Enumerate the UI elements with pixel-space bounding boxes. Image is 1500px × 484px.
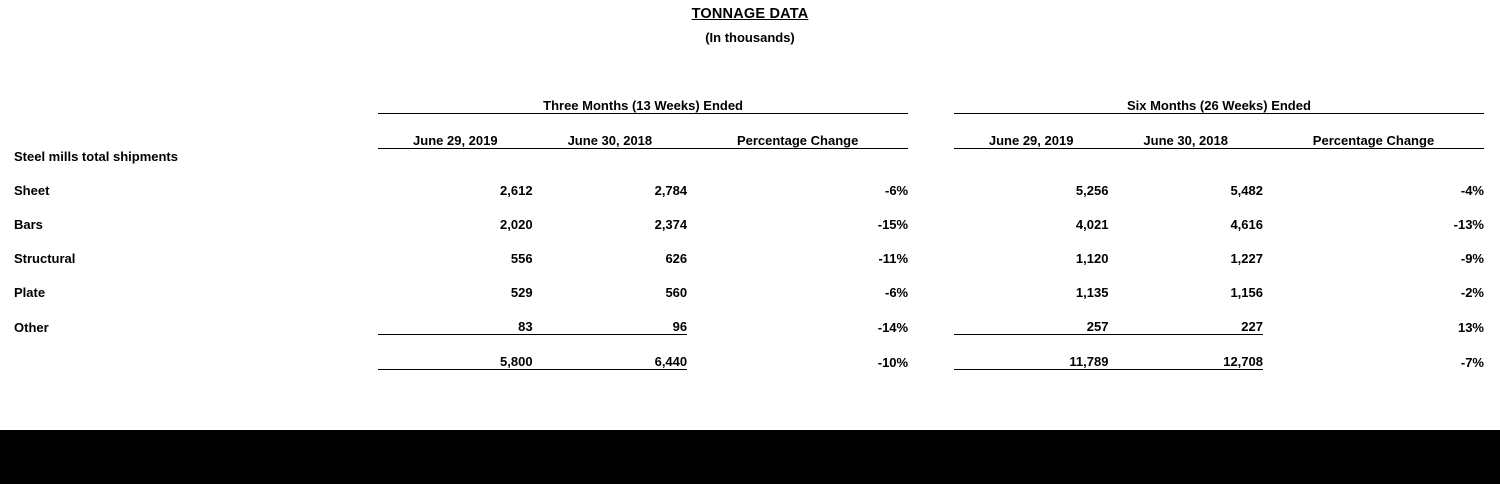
cell-sheet-h-2019: 5,256 <box>1075 183 1109 198</box>
cell-bars-q-change: -15% <box>877 217 909 232</box>
cell-total-h-2019: 11,789 <box>954 335 1109 370</box>
cell-other-h-2019: 257 <box>954 300 1109 335</box>
table-row <box>14 164 1484 198</box>
section-label: Steel mills total shipments <box>14 149 178 164</box>
column-header-row <box>14 114 1484 149</box>
cell-total-q-2019: 5,800 <box>378 335 533 370</box>
column-header-h-2019: June 29, 2019 <box>954 114 1109 149</box>
cell-plate-h-2019: 1,135 <box>1075 285 1109 300</box>
cell-other-h-change: 13% <box>1457 319 1484 335</box>
bottom-bar <box>0 430 1500 484</box>
cell-sheet-q-2019: 2,612 <box>500 183 533 198</box>
column-header-h-change: Percentage Change <box>1263 114 1484 149</box>
column-header-q-2019: June 29, 2019 <box>378 114 533 149</box>
column-header-spacer <box>14 114 378 149</box>
row-label-total <box>14 335 378 370</box>
cell-total-h-2018: 12,708 <box>1108 335 1263 370</box>
cell-sheet-q-2018: 2,784 <box>654 183 688 198</box>
table-row <box>14 266 1484 300</box>
cell-total-q-2018: 6,440 <box>533 335 688 370</box>
row-label-sheet: Sheet <box>14 183 50 198</box>
cell-plate-q-2019: 529 <box>510 285 533 300</box>
cell-other-q-change: -14% <box>877 319 909 335</box>
cell-other-q-2019: 83 <box>378 300 533 335</box>
group-header-three-months: Three Months (13 Weeks) Ended <box>378 83 908 114</box>
cell-gap <box>908 232 954 266</box>
table-row <box>14 232 1484 266</box>
tonnage-table <box>14 83 1484 370</box>
cell-structural-q-2018: 626 <box>665 251 688 266</box>
column-header-q-2018: June 30, 2018 <box>533 114 688 149</box>
cell-sheet-h-2018: 5,482 <box>1230 183 1263 198</box>
cell-plate-h-2018: 1,156 <box>1230 285 1263 300</box>
column-header-gap <box>908 114 954 149</box>
row-label-bars: Bars <box>14 217 43 232</box>
table-row <box>14 198 1484 232</box>
cell-sheet-q-change: -6% <box>884 183 909 198</box>
cell-total-q-change: -10% <box>877 354 909 370</box>
cell-structural-q-2019: 556 <box>510 251 533 266</box>
cell-gap <box>908 198 954 232</box>
column-header-h-2018: June 30, 2018 <box>1108 114 1263 149</box>
cell-sheet-h-change: -4% <box>1460 183 1484 198</box>
group-header-row <box>14 83 1484 114</box>
cell-gap <box>908 335 954 370</box>
page-title: TONNAGE DATA <box>691 6 809 22</box>
cell-bars-q-2019: 2,020 <box>500 217 533 232</box>
cell-bars-h-2019: 4,021 <box>1075 217 1109 232</box>
section-label-row <box>14 149 1484 165</box>
row-label-other: Other <box>14 319 49 335</box>
column-header-q-change: Percentage Change <box>687 114 908 149</box>
cell-other-h-2018: 227 <box>1108 300 1263 335</box>
cell-structural-h-change: -9% <box>1460 251 1484 266</box>
table-total-row <box>14 335 1484 370</box>
group-header-spacer <box>14 83 378 114</box>
cell-structural-q-change: -11% <box>878 251 909 266</box>
table-row <box>14 300 1484 335</box>
cell-bars-h-2018: 4,616 <box>1230 217 1263 232</box>
cell-gap <box>908 164 954 198</box>
cell-structural-h-2019: 1,120 <box>1075 251 1109 266</box>
cell-structural-h-2018: 1,227 <box>1230 251 1263 266</box>
row-label-structural: Structural <box>14 251 76 266</box>
cell-gap <box>908 300 954 335</box>
cell-plate-h-change: -2% <box>1460 285 1484 300</box>
cell-plate-q-2018: 560 <box>665 285 688 300</box>
title-block <box>0 0 1500 45</box>
cell-bars-q-2018: 2,374 <box>654 217 688 232</box>
group-header-six-months: Six Months (26 Weeks) Ended <box>954 83 1484 114</box>
cell-other-q-2018: 96 <box>533 300 688 335</box>
group-header-gap <box>908 83 954 114</box>
row-label-plate: Plate <box>14 285 46 300</box>
cell-gap <box>908 266 954 300</box>
cell-bars-h-change: -13% <box>1453 217 1484 232</box>
cell-plate-q-change: -6% <box>884 285 909 300</box>
cell-total-h-change: -7% <box>1460 354 1484 370</box>
page-subtitle: (In thousands) <box>705 30 795 45</box>
